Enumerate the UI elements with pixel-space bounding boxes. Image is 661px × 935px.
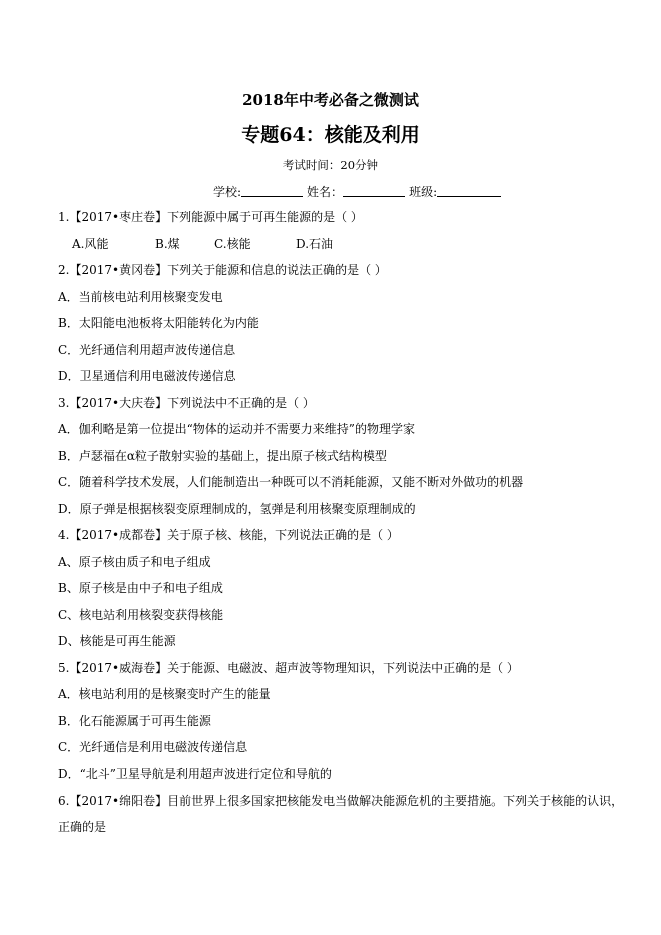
question-2-option-c: C．光纤通信利用超声波传递信息 xyxy=(58,343,236,357)
question-6-stem-continued: 正确的是 xyxy=(58,820,107,834)
option-d: D.石油 xyxy=(296,237,334,251)
question-2-option-b: B．太阳能电池板将太阳能转化为内能 xyxy=(58,316,259,330)
question-5-option-d: D．“北斗”卫星导航是利用超声波进行定位和导航的 xyxy=(58,767,332,781)
question-3-option-c: C．随着科学技术发展，人们能制造出一种既可以不消耗能源，又能不断对外做功的机器 xyxy=(58,475,524,489)
option-c: C.核能 xyxy=(214,237,251,251)
question-5-option-c: C．光纤通信是利用电磁波传递信息 xyxy=(58,740,248,754)
series-title: 2018年中考必备之微测试 xyxy=(242,91,419,109)
question-6-stem: 6.【2017•绵阳卷】目前世界上很多国家把核能发电当做解决能源危机的主要措施。下列关于核能的认识， xyxy=(58,794,624,808)
name-blank[interactable] xyxy=(343,184,405,197)
exam-time: 考试时间：20分钟 xyxy=(282,158,379,172)
question-4-option-d: D、核能是可再生能源 xyxy=(58,634,176,648)
question-2-stem: 2.【2017•黄冈卷】下列关于能源和信息的说法正确的是（ ） xyxy=(58,263,387,277)
question-3-option-b: B．卢瑟福在α粒子散射实验的基础上，提出原子核式结构模型 xyxy=(58,449,387,463)
topic-title: 专题64：核能及利用 xyxy=(241,124,420,146)
question-5-option-b: B．化石能源属于可再生能源 xyxy=(58,714,211,728)
school-label: 学校: xyxy=(213,185,242,199)
question-2-option-a: A．当前核电站利用核聚变发电 xyxy=(58,290,223,304)
question-5-stem: 5.【2017•威海卷】关于能源、电磁波、超声波等物理知识，下列说法中正确的是（ ） xyxy=(58,661,519,675)
question-4-stem: 4.【2017•成都卷】关于原子核、核能，下列说法正确的是（ ） xyxy=(58,528,399,542)
question-4-option-a: A、原子核由质子和电子组成 xyxy=(58,555,211,569)
question-3-option-d: D．原子弹是根据核裂变原理制成的，氢弹是利用核聚变原理制成的 xyxy=(58,502,416,516)
option-a: A.风能 xyxy=(72,237,109,251)
option-b: B.煤 xyxy=(155,237,180,251)
question-4-option-b: B、原子核是由中子和电子组成 xyxy=(58,581,223,595)
question-4-option-c: C、核电站利用核裂变获得核能 xyxy=(58,608,224,622)
question-1-options xyxy=(72,235,333,252)
question-2-option-d: D．卫星通信利用电磁波传递信息 xyxy=(58,369,236,383)
class-label: 班级: xyxy=(409,185,438,199)
school-blank[interactable] xyxy=(241,184,303,197)
question-5-option-a: A．核电站利用的是核聚变时产生的能量 xyxy=(58,687,271,701)
question-3-option-a: A．伽利略是第一位提出“物体的运动并不需要力来维持”的物理学家 xyxy=(58,422,415,436)
question-1-stem: 1.【2017•枣庄卷】下列能源中属于可再生能源的是（ ） xyxy=(58,210,363,224)
class-blank[interactable] xyxy=(437,184,501,197)
name-label: 姓名： xyxy=(307,185,344,199)
question-3-stem: 3.【2017•大庆卷】下列说法中不正确的是（ ） xyxy=(58,396,315,410)
student-info-fields xyxy=(213,183,505,200)
